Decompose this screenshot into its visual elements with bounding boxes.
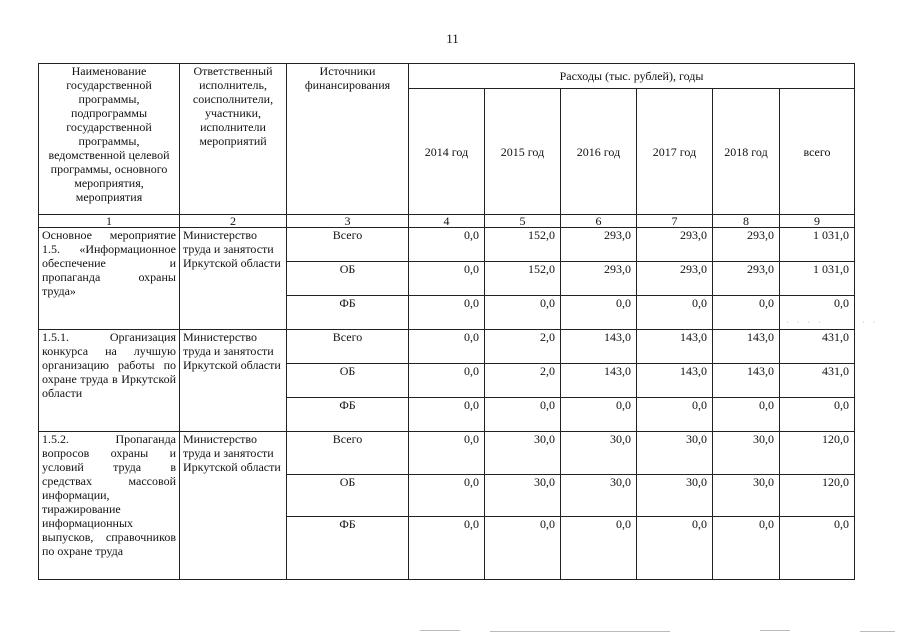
table-row: [39, 330, 855, 364]
finance-source: Всего: [287, 228, 409, 262]
value-cell: 152,0: [485, 228, 561, 262]
value-cell: 30,0: [561, 432, 637, 475]
finance-source: Всего: [287, 330, 409, 364]
value-cell: 143,0: [637, 330, 713, 364]
scan-artifact: [420, 630, 460, 631]
value-cell: 0,0: [485, 398, 561, 432]
table-row: [39, 228, 855, 262]
header-executor: Ответственный исполнитель, соисполнители, участники, исполнители мероприятий: [180, 64, 287, 215]
scan-artifact: [490, 631, 670, 632]
column-number: 3: [287, 215, 409, 228]
value-cell: 0,0: [409, 262, 485, 296]
value-cell: 293,0: [713, 228, 780, 262]
value-cell: 143,0: [561, 364, 637, 398]
value-cell: 293,0: [561, 262, 637, 296]
value-cell: 30,0: [485, 475, 561, 517]
value-cell: 293,0: [637, 228, 713, 262]
header-year: 2018 год: [713, 89, 780, 215]
finance-source: ФБ: [287, 517, 409, 580]
column-number: 2: [180, 215, 287, 228]
value-cell: 0,0: [409, 330, 485, 364]
header-total: всего: [780, 89, 855, 215]
finance-source: ФБ: [287, 296, 409, 330]
header-year: 2015 год: [485, 89, 561, 215]
value-cell: 0,0: [780, 398, 855, 432]
measure-name: 1.5.2. Пропаганда вопросов охраны и условий труда в средствах массовой информации, тиражирование информационных выпусков, справочников по охране труда: [39, 432, 180, 580]
scan-artifact: [760, 630, 790, 631]
value-cell: 0,0: [637, 517, 713, 580]
value-cell: 2,0: [485, 330, 561, 364]
value-cell: 293,0: [637, 262, 713, 296]
header-year: 2017 год: [637, 89, 713, 215]
measure-executor: Министерство труда и занятости Иркутской области: [180, 432, 287, 580]
column-number: 9: [780, 215, 855, 228]
value-cell: 0,0: [637, 398, 713, 432]
value-cell: 431,0: [780, 364, 855, 398]
value-cell: 431,0: [780, 330, 855, 364]
value-cell: 0,0: [409, 475, 485, 517]
header-expenses: Расходы (тыс. рублей), годы: [409, 64, 855, 89]
value-cell: 293,0: [561, 228, 637, 262]
value-cell: 0,0: [409, 296, 485, 330]
value-cell: 0,0: [409, 432, 485, 475]
value-cell: 30,0: [637, 475, 713, 517]
header-year: 2016 год: [561, 89, 637, 215]
value-cell: 0,0: [561, 296, 637, 330]
value-cell: 120,0: [780, 475, 855, 517]
value-cell: 120,0: [780, 432, 855, 475]
value-cell: 1 031,0: [780, 228, 855, 262]
value-cell: 2,0: [485, 364, 561, 398]
finance-source: ОБ: [287, 364, 409, 398]
value-cell: 293,0: [713, 262, 780, 296]
value-cell: 0,0: [485, 296, 561, 330]
column-number: 4: [409, 215, 485, 228]
measure-executor: Министерство труда и занятости Иркутской области: [180, 330, 287, 432]
value-cell: 143,0: [713, 330, 780, 364]
value-cell: 30,0: [485, 432, 561, 475]
value-cell: 0,0: [780, 517, 855, 580]
value-cell: 0,0: [485, 517, 561, 580]
measure-executor: Министерство труда и занятости Иркутской области: [180, 228, 287, 330]
column-number: 6: [561, 215, 637, 228]
finance-source: ФБ: [287, 398, 409, 432]
scan-artifact: · · · ·: [786, 318, 824, 327]
column-numbers-row: [39, 215, 855, 228]
finance-source: Всего: [287, 432, 409, 475]
expenses-table: [38, 63, 855, 580]
column-number: 7: [637, 215, 713, 228]
measure-name: 1.5.1. Организация конкурса на лучшую организацию работы по охране труда в Иркутской области: [39, 330, 180, 432]
value-cell: 152,0: [485, 262, 561, 296]
value-cell: 1 031,0: [780, 262, 855, 296]
value-cell: 0,0: [409, 398, 485, 432]
value-cell: 0,0: [713, 398, 780, 432]
page-number: 11: [446, 31, 459, 46]
column-number: 5: [485, 215, 561, 228]
value-cell: 30,0: [637, 432, 713, 475]
column-number: 1: [39, 215, 180, 228]
value-cell: 0,0: [713, 517, 780, 580]
value-cell: 30,0: [713, 432, 780, 475]
header-source: Источники финансирования: [287, 64, 409, 215]
column-number: 8: [713, 215, 780, 228]
value-cell: 0,0: [409, 364, 485, 398]
value-cell: 143,0: [561, 330, 637, 364]
measure-name: Основное мероприятие 1.5. «Информационное обеспечение и пропаганда охраны труда»: [39, 228, 180, 330]
finance-source: ОБ: [287, 262, 409, 296]
value-cell: 143,0: [637, 364, 713, 398]
value-cell: 143,0: [713, 364, 780, 398]
value-cell: 30,0: [713, 475, 780, 517]
value-cell: 0,0: [409, 517, 485, 580]
value-cell: 0,0: [713, 296, 780, 330]
header-year: 2014 год: [409, 89, 485, 215]
scan-artifact: [860, 631, 895, 632]
table-row: [39, 432, 855, 475]
value-cell: 0,0: [637, 296, 713, 330]
value-cell: 0,0: [780, 296, 855, 330]
value-cell: 30,0: [561, 475, 637, 517]
value-cell: 0,0: [409, 228, 485, 262]
value-cell: 0,0: [561, 517, 637, 580]
header-name: Наименование государственной программы, подпрограммы государственной программы, ведомственной целевой программы, основного мероприятия, мероприятия: [39, 64, 180, 215]
value-cell: 0,0: [561, 398, 637, 432]
scan-artifact: · ·: [862, 318, 879, 327]
finance-source: ОБ: [287, 475, 409, 517]
